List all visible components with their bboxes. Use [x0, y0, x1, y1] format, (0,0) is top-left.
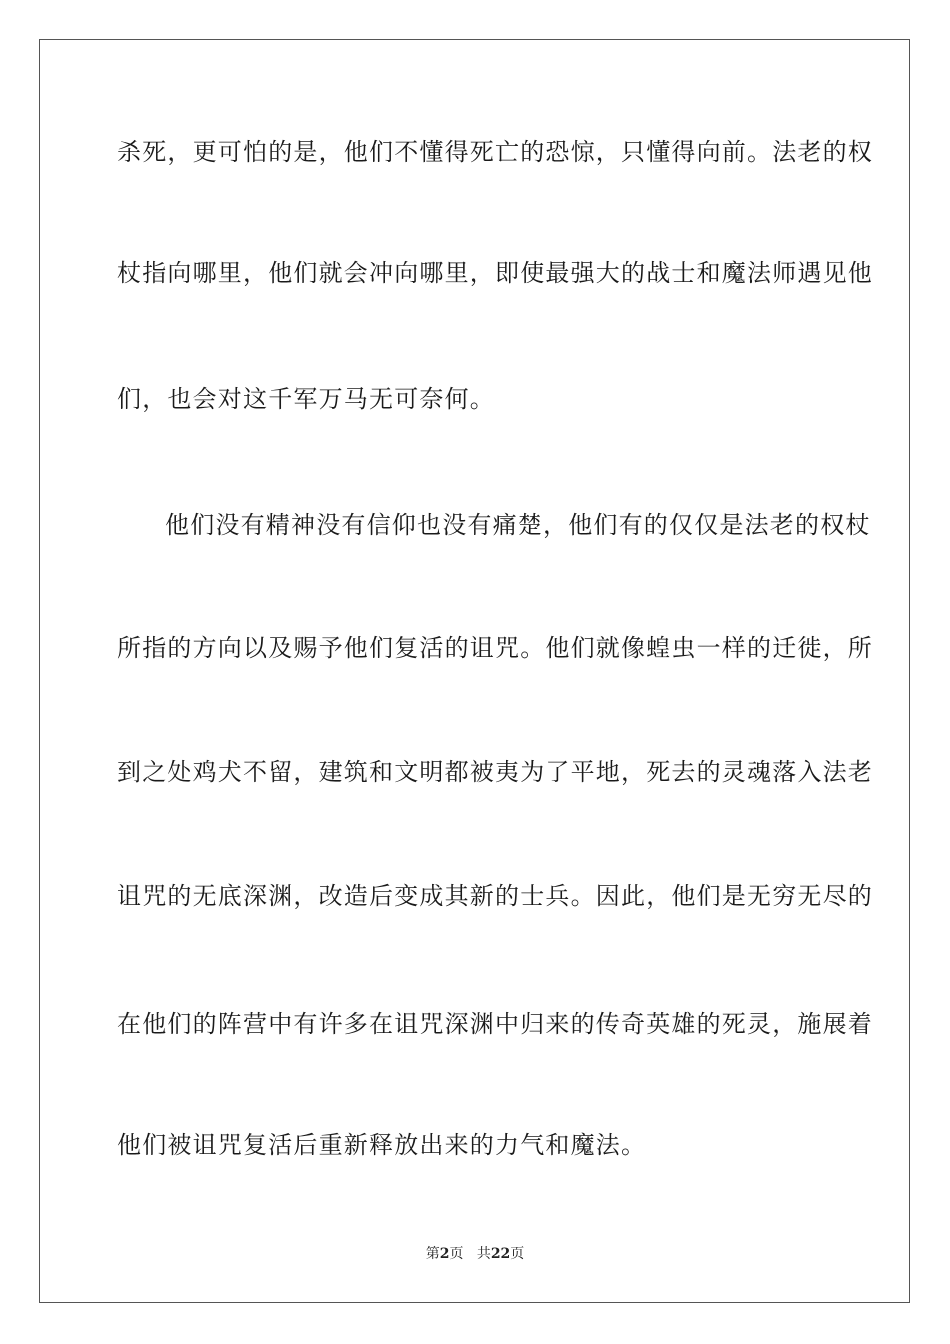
footer-total-pages: 22 — [490, 1246, 511, 1262]
body-text-line-6: 到之处鸡犬不留，建筑和文明都被夷为了平地，死去的灵魂落入法老 — [117, 758, 873, 786]
page-footer — [0, 1244, 950, 1264]
body-text-line-7: 诅咒的无底深渊，改造后变成其新的士兵。因此，他们是无穷无尽的 — [117, 882, 873, 910]
body-text-line-1: 杀死，更可怕的是，他们不懂得死亡的恐惊，只懂得向前。法老的权 — [117, 138, 873, 166]
body-text-line-8: 在他们的阵营中有许多在诅咒深渊中归来的传奇英雄的死灵，施展着 — [117, 1010, 873, 1038]
body-text-line-4: 他们没有精神没有信仰也没有痛楚，他们有的仅仅是法老的权杖 — [165, 511, 871, 539]
body-text-line-3: 们，也会对这千军万马无可奈何。 — [117, 385, 495, 413]
page-border — [39, 39, 910, 1303]
body-text-line-5: 所指的方向以及赐予他们复活的诅咒。他们就像蝗虫一样的迁徙，所 — [117, 634, 873, 662]
footer-total-suffix: 页 — [510, 1246, 525, 1262]
body-text-line-9: 他们被诅咒复活后重新释放出来的力气和魔法。 — [117, 1131, 647, 1159]
body-text-line-2: 杖指向哪里，他们就会冲向哪里，即使最强大的战士和魔法师遇见他 — [117, 259, 873, 287]
footer-page-suffix: 页 — [449, 1246, 464, 1262]
footer-page-prefix: 第 — [425, 1246, 440, 1262]
footer-total-prefix: 共 — [476, 1246, 491, 1262]
footer-page-number: 2 — [439, 1246, 450, 1262]
